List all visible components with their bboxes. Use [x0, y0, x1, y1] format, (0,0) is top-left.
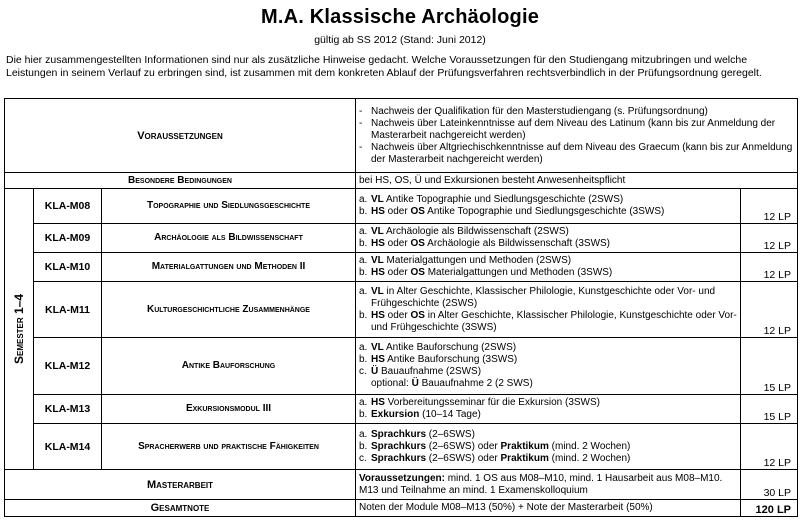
course-text: Antike Topographie und Siedlungsgeschichte (3SWS)	[424, 206, 665, 217]
module-courses	[356, 189, 741, 224]
list-marker: -	[359, 117, 363, 129]
list-item	[359, 397, 737, 409]
semester-label: Semester 1–4	[12, 293, 26, 365]
course-type: Ü	[411, 378, 419, 389]
page-title: M.A. Klassische Archäologie	[260, 6, 540, 28]
list-marker: c.	[359, 366, 367, 377]
list-item	[359, 194, 737, 206]
course-text: optional:	[371, 378, 412, 389]
list-marker: b.	[359, 267, 368, 278]
course-text: (mind. 2 Wochen)	[548, 440, 631, 452]
total-row	[5, 500, 798, 517]
thesis-prefix: Voraussetzungen:	[359, 472, 445, 484]
module-name: Kulturgeschichtliche Zusammenhänge	[102, 282, 356, 338]
list-marker	[359, 378, 371, 390]
list-text	[371, 397, 737, 409]
list-item	[359, 142, 794, 166]
course-text: Archäologie als Bildwissenschaft (3SWS)	[424, 238, 611, 249]
list-item	[359, 366, 737, 378]
course-type: VL	[371, 226, 384, 237]
module-name: Exkursionsmodul III	[102, 395, 356, 424]
list-text: Nachweis der Qualifikation für den Masterstudiengang (s. Prüfungsordnung)	[371, 105, 708, 117]
validity-subtitle: gültig ab SS 2012 (Stand: Juni 2012)	[314, 34, 486, 46]
list-item	[359, 378, 737, 390]
list-item	[359, 226, 737, 238]
module-courses	[356, 424, 741, 470]
list-marker: b.	[359, 309, 368, 321]
module-table	[4, 98, 798, 517]
course-text: oder	[384, 267, 411, 278]
list-item	[359, 453, 737, 465]
course-type: HS	[371, 354, 385, 365]
course-text: oder	[384, 206, 411, 217]
list-text	[371, 453, 737, 465]
module-courses	[356, 282, 741, 338]
list-text	[371, 194, 737, 206]
course-type: VL	[371, 255, 384, 266]
list-marker: b.	[359, 440, 368, 452]
course-type: Exkursion	[371, 409, 420, 420]
list-text	[371, 354, 737, 366]
module-code: KLA-M12	[34, 338, 102, 395]
course-text: Materialgattungen und Methoden (2SWS)	[383, 255, 572, 266]
module-code: KLA-M14	[34, 424, 102, 470]
course-type: Sprachkurs	[371, 452, 427, 464]
list-item	[359, 409, 737, 421]
list-text	[371, 429, 737, 441]
conditions-label: Besondere Bedingungen	[5, 173, 356, 189]
list-item	[359, 441, 737, 453]
thesis-text: mind. 1 OS aus M08–M10, mind. 1 Hausarbeit aus M08–M10. M13 und Teilnahme an mind. 1 Examenskolloquium	[359, 472, 723, 496]
course-type: HS	[371, 267, 385, 278]
list-text	[371, 206, 737, 218]
list-item	[359, 106, 794, 118]
module-credits: 12 LP	[741, 253, 798, 282]
module-courses	[356, 253, 741, 282]
module-name: Topographie und Siedlungsgeschichte	[102, 189, 356, 224]
course-text: oder	[384, 309, 411, 321]
list-text	[371, 409, 737, 421]
list-marker: a.	[359, 226, 368, 237]
thesis-credits: 30 LP	[741, 470, 798, 500]
module-row	[5, 189, 798, 224]
module-credits: 15 LP	[741, 338, 798, 395]
module-name: Antike Bauforschung	[102, 338, 356, 395]
course-text: Materialgattungen und Methoden (3SWS)	[424, 267, 613, 278]
course-type: HS	[371, 309, 385, 321]
list-text	[371, 226, 737, 238]
course-text: Antike Topographie und Siedlungsgeschichte (2SWS)	[383, 194, 624, 205]
list-item	[359, 429, 737, 441]
list-marker: a.	[359, 255, 368, 266]
course-type: OS	[410, 267, 425, 278]
list-text	[371, 342, 737, 354]
module-row	[5, 282, 798, 338]
course-type: Praktikum	[500, 440, 549, 452]
list-text	[371, 366, 737, 378]
list-marker: c.	[359, 452, 367, 464]
course-type: VL	[371, 194, 384, 205]
course-type: HS	[371, 206, 385, 217]
list-item	[359, 267, 737, 279]
module-code: KLA-M11	[34, 282, 102, 338]
course-text: (10–14 Tage)	[419, 409, 481, 420]
list-item	[359, 342, 737, 354]
course-text: (2–6SWS) oder	[426, 452, 501, 464]
thesis-row	[5, 470, 798, 500]
list-item	[359, 206, 737, 218]
module-credits: 12 LP	[741, 224, 798, 253]
course-text: Archäologie als Bildwissenschaft (2SWS)	[383, 226, 569, 237]
module-row	[5, 338, 798, 395]
list-marker: b.	[359, 354, 368, 365]
list-marker: a.	[359, 397, 368, 408]
course-type: OS	[410, 238, 425, 249]
list-marker: a.	[359, 285, 368, 297]
prereq-list	[356, 99, 798, 173]
module-courses	[356, 224, 741, 253]
course-text: in Alter Geschichte, Klassischer Philologie, Kunstgeschichte oder Vor- und Frühgeschichte (3SWS)	[371, 309, 737, 333]
list-text: Nachweis über Lateinkenntnisse auf dem Niveau des Latinum (kann bis zur Anmeldung der Masterarbeit nachgereicht werden)	[371, 117, 776, 141]
prereq-label: Voraussetzungen	[5, 99, 356, 173]
module-code: KLA-M10	[34, 253, 102, 282]
module-courses	[356, 395, 741, 424]
total-label: Gesamtnote	[5, 500, 356, 517]
conditions-row	[5, 173, 798, 189]
course-type: OS	[410, 206, 425, 217]
list-item	[359, 354, 737, 366]
list-item	[359, 238, 737, 250]
list-text: Nachweis über Altgriechischkenntnisse auf dem Niveau des Graecum (kann bis zur Anmeldung der Masterarbeit nachgereicht werden)	[371, 141, 793, 165]
intro-text: Die hier zusammengestellten Informationen sind nur als zusätzliche Hinweise gedacht. Welche Voraussetzungen für den Studiengang mitzubringen und welche Leistungen in seinem Verlauf zu erbringen sind, ist zusammen mit dem konkreten Ablauf der Prüfungsverfahren rechtsverbindlich in der Prüfungsordnung geregelt.	[6, 54, 762, 79]
list-item	[359, 255, 737, 267]
course-text: (mind. 2 Wochen)	[548, 452, 631, 464]
list-text	[371, 310, 737, 334]
total-text: Noten der Module M08–M13 (50%) + Note der Masterarbeit (50%)	[356, 500, 741, 517]
course-text: Bauaufnahme 2 (2 SWS)	[418, 378, 533, 389]
list-text	[371, 378, 737, 390]
list-text	[371, 441, 737, 453]
module-name: Archäologie als Bildwissenschaft	[102, 224, 356, 253]
list-marker: -	[359, 141, 363, 153]
course-type: VL	[371, 342, 384, 353]
list-text	[371, 255, 737, 267]
list-item	[359, 310, 737, 334]
list-marker: b.	[359, 238, 368, 249]
list-marker: -	[359, 105, 363, 117]
thesis-label: Masterarbeit	[5, 470, 356, 500]
module-row	[5, 253, 798, 282]
list-marker: a.	[359, 342, 368, 353]
module-courses	[356, 338, 741, 395]
module-row	[5, 395, 798, 424]
total-credits: 120 LP	[741, 500, 798, 517]
course-text: oder	[384, 238, 411, 249]
module-name: Materialgattungen und Methoden II	[102, 253, 356, 282]
course-type: VL	[371, 285, 384, 297]
course-text: Antike Bauforschung (3SWS)	[384, 354, 518, 365]
course-type: Sprachkurs	[371, 440, 427, 452]
thesis-requirements	[356, 470, 741, 500]
module-code: KLA-M13	[34, 395, 102, 424]
module-credits: 12 LP	[741, 189, 798, 224]
course-text: Bauaufnahme (2SWS)	[378, 366, 482, 377]
course-text: Vorbereitungsseminar für die Exkursion (3SWS)	[384, 397, 600, 408]
module-credits: 15 LP	[741, 395, 798, 424]
course-type: Praktikum	[500, 452, 549, 464]
course-type: Sprachkurs	[371, 428, 427, 440]
list-item	[359, 286, 737, 310]
semester-cell	[5, 189, 34, 470]
conditions-text: bei HS, OS, Ü und Exkursionen besteht Anwesenheitspflicht	[356, 173, 798, 189]
module-code: KLA-M09	[34, 224, 102, 253]
course-type: OS	[410, 309, 425, 321]
course-type: HS	[371, 238, 385, 249]
course-text: (2–6SWS)	[426, 428, 475, 440]
course-text: (2–6SWS) oder	[426, 440, 501, 452]
module-code: KLA-M08	[34, 189, 102, 224]
list-marker: b.	[359, 206, 368, 217]
module-row	[5, 224, 798, 253]
module-name: Spracherwerb und praktische Fähigkeiten	[102, 424, 356, 470]
course-type: Ü	[371, 366, 379, 377]
module-row	[5, 424, 798, 470]
list-marker: a.	[359, 194, 368, 205]
list-marker: a.	[359, 428, 368, 440]
module-credits: 12 LP	[741, 424, 798, 470]
list-text	[371, 267, 737, 279]
course-text: in Alter Geschichte, Klassischer Philologie, Kunstgeschichte oder Vor- und Frühgeschichte (2SWS)	[371, 285, 716, 309]
list-text	[371, 286, 737, 310]
list-marker: b.	[359, 409, 368, 420]
list-item	[359, 118, 794, 142]
module-credits: 12 LP	[741, 282, 798, 338]
prereq-row	[5, 99, 798, 173]
course-type: HS	[371, 397, 385, 408]
course-text: Antike Bauforschung (2SWS)	[383, 342, 517, 353]
list-text	[371, 238, 737, 250]
